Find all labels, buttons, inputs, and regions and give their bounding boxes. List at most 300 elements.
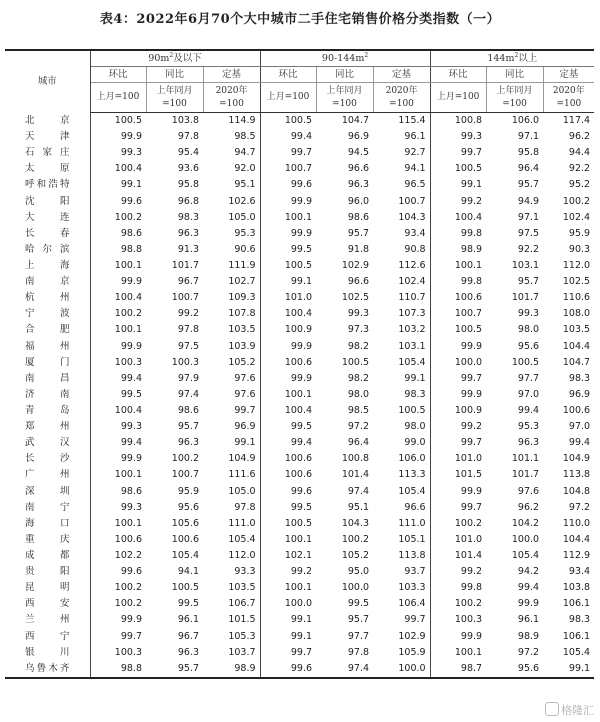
value-cell: 99.7 <box>373 612 430 628</box>
value-cell: 103.7 <box>203 645 260 661</box>
value-cell: 103.3 <box>373 580 430 596</box>
value-cell: 100.4 <box>284 308 313 320</box>
value-cell: 99.1 <box>290 630 313 642</box>
value-cell: 95.3 <box>203 226 260 242</box>
value-cell: 96.9 <box>347 131 370 143</box>
value-cell: 98.2 <box>347 372 370 384</box>
table-row <box>5 210 594 226</box>
table-row <box>5 387 594 403</box>
value-cell: 101.5 <box>454 469 483 481</box>
value-cell: 100.4 <box>284 405 313 417</box>
value-cell: 96.8 <box>177 195 199 207</box>
value-cell: 100.5 <box>284 115 313 127</box>
value-cell: 95.1 <box>203 177 260 193</box>
value-cell: 99.5 <box>290 501 313 513</box>
value-cell: 100.2 <box>171 453 199 465</box>
value-cell: 100.7 <box>171 469 199 481</box>
sub-header-mom: 环比 <box>430 67 486 83</box>
value-cell: 100.2 <box>341 533 370 545</box>
city-cell: 南宁 <box>5 500 90 516</box>
value-cell: 112.6 <box>373 258 430 274</box>
value-cell: 99.6 <box>290 179 313 191</box>
table-row <box>5 596 594 612</box>
value-cell: 99.4 <box>120 372 142 384</box>
city-cell: 贵阳 <box>5 564 90 580</box>
value-cell: 95.4 <box>177 147 199 159</box>
table-row <box>5 516 594 532</box>
value-cell: 105.4 <box>373 355 430 371</box>
value-cell: 90.6 <box>203 242 260 258</box>
table-row <box>5 129 594 145</box>
value-cell: 103.1 <box>373 339 430 355</box>
value-cell: 99.1 <box>203 435 260 451</box>
city-cell: 长春 <box>5 226 90 242</box>
value-cell: 97.8 <box>347 646 370 658</box>
value-cell: 100.0 <box>511 533 540 545</box>
value-cell: 97.2 <box>568 501 591 513</box>
value-cell: 100.1 <box>454 260 483 272</box>
value-cell: 93.4 <box>568 566 591 578</box>
value-cell: 104.3 <box>341 517 370 529</box>
value-cell: 99.9 <box>120 276 142 288</box>
value-cell: 97.2 <box>347 421 370 433</box>
value-cell: 104.8 <box>562 485 591 497</box>
value-cell: 100.7 <box>373 194 430 210</box>
value-cell: 100.6 <box>284 469 313 481</box>
value-cell: 101.7 <box>171 260 199 272</box>
value-cell: 97.0 <box>568 421 591 433</box>
base-label-2020: 2020年=100 <box>203 83 260 113</box>
city-cell: 杭州 <box>5 290 90 306</box>
value-cell: 94.1 <box>373 161 430 177</box>
value-cell: 100.0 <box>373 661 430 678</box>
value-cell: 90.3 <box>568 243 591 255</box>
value-cell: 96.3 <box>347 179 370 191</box>
value-cell: 108.0 <box>562 308 591 320</box>
value-cell: 100.3 <box>114 646 142 658</box>
value-cell: 100.2 <box>454 517 483 529</box>
value-cell: 96.7 <box>177 276 199 288</box>
value-cell: 95.6 <box>486 661 543 678</box>
value-cell: 102.5 <box>341 292 370 304</box>
value-cell: 100.9 <box>284 324 313 336</box>
value-cell: 105.6 <box>171 517 199 529</box>
value-cell: 96.0 <box>347 195 370 207</box>
value-cell: 100.5 <box>511 356 540 368</box>
base-label-2020: 2020年=100 <box>373 83 430 113</box>
value-cell: 98.6 <box>177 405 199 417</box>
city-column-header: 城市 <box>5 50 90 113</box>
value-cell: 102.1 <box>284 550 313 561</box>
sub-header-mom: 环比 <box>260 67 316 83</box>
value-cell: 105.3 <box>203 629 260 645</box>
value-cell: 99.9 <box>290 340 313 352</box>
group-header-small: $90m^2$及以下 <box>90 50 260 67</box>
value-cell: 99.7 <box>460 372 483 384</box>
base-label-prev-year: 上年同月=100 <box>146 83 203 113</box>
value-cell: 99.7 <box>290 147 313 159</box>
value-cell: 99.6 <box>120 195 142 207</box>
table-row <box>5 580 594 596</box>
value-cell: 97.8 <box>203 500 260 516</box>
value-cell: 99.7 <box>460 147 483 159</box>
value-cell: 100.1 <box>114 260 142 272</box>
table-row <box>5 306 594 322</box>
value-cell: 117.4 <box>562 115 591 127</box>
value-cell: 110.0 <box>562 517 591 529</box>
city-cell: 上海 <box>5 258 90 274</box>
value-cell: 100.6 <box>284 453 313 465</box>
sub-header-base: 定基 <box>203 67 260 83</box>
city-cell: 西安 <box>5 596 90 612</box>
city-cell: 乌鲁木齐 <box>5 661 90 678</box>
city-cell: 厦门 <box>5 355 90 371</box>
city-cell: 济南 <box>5 387 90 403</box>
table-header <box>5 50 594 113</box>
value-cell: 99.1 <box>543 661 594 678</box>
table-row <box>5 339 594 355</box>
value-cell: 99.9 <box>290 372 313 384</box>
value-cell: 99.8 <box>460 227 483 239</box>
value-cell: 111.0 <box>203 516 260 532</box>
value-cell: 99.8 <box>460 582 483 594</box>
value-cell: 99.9 <box>120 340 142 352</box>
city-cell: 合肥 <box>5 322 90 338</box>
value-cell: 100.2 <box>114 598 142 610</box>
value-cell: 103.5 <box>203 322 260 338</box>
value-cell: 113.8 <box>562 469 591 481</box>
value-cell: 99.1 <box>460 179 483 191</box>
value-cell: 97.6 <box>203 371 260 387</box>
base-label-prev-year: 上年同月=100 <box>486 83 543 113</box>
value-cell: 110.6 <box>562 292 591 304</box>
value-cell: 99.8 <box>460 276 483 288</box>
table-row <box>5 645 594 661</box>
value-cell: 112.0 <box>203 548 260 564</box>
table-row <box>5 258 594 274</box>
value-cell: 100.0 <box>341 582 370 594</box>
value-cell: 99.5 <box>290 421 313 433</box>
value-cell: 103.1 <box>511 260 540 272</box>
value-cell: 92.2 <box>517 243 540 255</box>
value-cell: 92.7 <box>373 145 430 161</box>
value-cell: 97.4 <box>316 661 373 678</box>
value-cell: 104.7 <box>562 356 591 368</box>
table-row <box>5 612 594 628</box>
value-cell: 93.4 <box>373 226 430 242</box>
value-cell: 99.4 <box>517 582 540 594</box>
value-cell: 99.3 <box>517 308 540 320</box>
table-row <box>5 290 594 306</box>
city-cell: 沈阳 <box>5 194 90 210</box>
value-cell: 96.7 <box>177 630 199 642</box>
city-cell: 太原 <box>5 161 90 177</box>
value-cell: 100.6 <box>284 356 313 368</box>
value-cell: 106.1 <box>562 598 591 610</box>
value-cell: 100.5 <box>284 260 313 272</box>
table-row <box>5 403 594 419</box>
table-row <box>5 435 594 451</box>
value-cell: 95.6 <box>517 340 540 352</box>
city-cell: 武汉 <box>5 435 90 451</box>
value-cell: 100.1 <box>284 533 313 545</box>
value-cell: 95.7 <box>347 227 370 239</box>
city-cell: 成都 <box>5 548 90 564</box>
value-cell: 100.1 <box>454 646 483 658</box>
city-cell: 石家庄 <box>5 145 90 161</box>
value-cell: 97.8 <box>177 131 199 143</box>
value-cell: 96.1 <box>373 129 430 145</box>
value-cell: 102.2 <box>114 550 142 561</box>
value-cell: 100.0 <box>454 356 483 368</box>
value-cell: 105.4 <box>171 550 199 561</box>
city-cell: 福州 <box>5 339 90 355</box>
city-cell: 昆明 <box>5 580 90 596</box>
value-cell: 97.1 <box>517 211 540 223</box>
sub-header-base: 定基 <box>373 67 430 83</box>
value-cell: 98.3 <box>373 387 430 403</box>
value-cell: 103.2 <box>373 322 430 338</box>
value-cell: 102.9 <box>373 629 430 645</box>
value-cell: 100.8 <box>341 453 370 465</box>
value-cell: 104.2 <box>511 517 540 529</box>
value-cell: 104.4 <box>562 340 591 352</box>
table-body <box>5 113 594 678</box>
price-index-table <box>5 49 594 679</box>
city-cell: 大连 <box>5 210 90 226</box>
value-cell: 97.3 <box>347 324 370 336</box>
value-cell: 98.9 <box>517 630 540 642</box>
value-cell: 101.0 <box>454 533 483 545</box>
table-row <box>5 355 594 371</box>
value-cell: 99.1 <box>290 276 313 288</box>
value-cell: 105.0 <box>203 210 260 226</box>
value-cell: 96.3 <box>517 437 540 449</box>
value-cell: 99.9 <box>120 453 142 465</box>
table-row <box>5 371 594 387</box>
value-cell: 96.5 <box>373 177 430 193</box>
value-cell: 109.3 <box>203 290 260 306</box>
value-cell: 98.2 <box>347 340 370 352</box>
value-cell: 99.4 <box>290 131 313 143</box>
value-cell: 113.8 <box>373 548 430 564</box>
value-cell: 96.3 <box>177 646 199 658</box>
table-row <box>5 177 594 193</box>
value-cell: 101.4 <box>341 469 370 481</box>
sub-header-yoy: 同比 <box>486 67 543 83</box>
value-cell: 95.7 <box>177 421 199 433</box>
value-cell: 98.6 <box>120 485 142 497</box>
value-cell: 111.6 <box>203 467 260 483</box>
value-cell: 103.8 <box>562 582 591 594</box>
value-cell: 97.7 <box>347 630 370 642</box>
value-cell: 98.7 <box>430 661 486 678</box>
group-header-medium: $90-144m^2$ <box>260 50 430 67</box>
sub-header-base: 定基 <box>543 67 594 83</box>
value-cell: 96.6 <box>347 276 370 288</box>
value-cell: 99.3 <box>347 308 370 320</box>
value-cell: 99.9 <box>290 195 313 207</box>
value-cell: 96.3 <box>177 437 199 449</box>
value-cell: 99.3 <box>120 501 142 513</box>
value-cell: 90.8 <box>373 242 430 258</box>
value-cell: 95.2 <box>568 179 591 191</box>
value-cell: 97.5 <box>517 227 540 239</box>
value-cell: 104.7 <box>341 115 370 127</box>
value-cell: 99.2 <box>460 566 483 578</box>
value-cell: 102.4 <box>562 211 591 223</box>
value-cell: 106.1 <box>562 630 591 642</box>
value-cell: 98.5 <box>203 129 260 145</box>
table-row <box>5 113 594 130</box>
value-cell: 105.2 <box>203 355 260 371</box>
value-cell: 111.9 <box>203 258 260 274</box>
value-cell: 98.0 <box>517 324 540 336</box>
value-cell: 100.5 <box>171 582 199 594</box>
value-cell: 99.7 <box>290 646 313 658</box>
value-cell: 103.8 <box>171 115 199 127</box>
value-cell: 97.4 <box>177 388 199 400</box>
value-cell: 95.8 <box>177 179 199 191</box>
table-row <box>5 467 594 483</box>
table-row <box>5 274 594 290</box>
value-cell: 99.9 <box>460 485 483 497</box>
city-cell: 重庆 <box>5 532 90 548</box>
value-cell: 100.4 <box>114 163 142 175</box>
city-cell: 兰州 <box>5 612 90 628</box>
value-cell: 106.0 <box>373 451 430 467</box>
value-cell: 100.5 <box>454 163 483 175</box>
group-header-large: $144m^2$以上 <box>430 50 594 67</box>
value-cell: 100.2 <box>454 598 483 610</box>
value-cell: 100.2 <box>562 195 591 207</box>
value-cell: 107.3 <box>373 306 430 322</box>
value-cell: 101.1 <box>511 453 540 465</box>
value-cell: 95.6 <box>177 501 199 513</box>
value-cell: 95.7 <box>146 661 203 678</box>
value-cell: 97.5 <box>177 340 199 352</box>
city-cell: 海口 <box>5 516 90 532</box>
value-cell: 95.7 <box>517 179 540 191</box>
value-cell: 99.6 <box>120 566 142 578</box>
value-cell: 102.9 <box>341 260 370 272</box>
value-cell: 100.6 <box>171 533 199 545</box>
value-cell: 100.4 <box>454 211 483 223</box>
value-cell: 98.9 <box>460 243 483 255</box>
city-cell: 西宁 <box>5 629 90 645</box>
value-cell: 100.5 <box>284 517 313 529</box>
value-cell: 105.4 <box>562 646 591 658</box>
value-cell: 99.0 <box>373 435 430 451</box>
value-cell: 99.9 <box>460 630 483 642</box>
value-cell: 94.2 <box>517 566 540 578</box>
value-cell: 94.5 <box>347 147 370 159</box>
value-cell: 100.6 <box>114 533 142 545</box>
value-cell: 99.9 <box>460 340 483 352</box>
value-cell: 100.7 <box>284 163 313 175</box>
table-row <box>5 419 594 435</box>
value-cell: 105.4 <box>373 484 430 500</box>
city-cell: 呼和浩特 <box>5 177 90 193</box>
value-cell: 105.1 <box>373 532 430 548</box>
value-cell: 96.3 <box>177 227 199 239</box>
value-cell: 98.3 <box>568 614 591 626</box>
value-cell: 104.3 <box>373 210 430 226</box>
value-cell: 99.3 <box>120 421 142 433</box>
value-cell: 97.8 <box>177 324 199 336</box>
value-cell: 97.9 <box>177 372 199 384</box>
value-cell: 100.4 <box>114 405 142 417</box>
value-cell: 99.5 <box>177 598 199 610</box>
value-cell: 98.6 <box>347 211 370 223</box>
value-cell: 99.3 <box>120 147 142 159</box>
value-cell: 100.6 <box>562 405 591 417</box>
value-cell: 100.2 <box>114 582 142 594</box>
table-title: 表4：2022年6月70个大中城市二手住宅销售价格分类指数（一） <box>99 12 501 27</box>
table-row <box>5 226 594 242</box>
value-cell: 93.7 <box>373 564 430 580</box>
value-cell: 101.0 <box>284 292 313 304</box>
value-cell: 98.6 <box>120 227 142 239</box>
city-cell: 哈尔滨 <box>5 242 90 258</box>
value-cell: 100.5 <box>454 324 483 336</box>
value-cell: 105.4 <box>203 532 260 548</box>
value-cell: 99.1 <box>120 179 142 191</box>
value-cell: 98.3 <box>568 372 591 384</box>
value-cell: 97.7 <box>517 372 540 384</box>
value-cell: 96.4 <box>517 163 540 175</box>
value-cell: 104.9 <box>203 451 260 467</box>
value-cell: 95.7 <box>517 276 540 288</box>
value-cell: 100.4 <box>114 292 142 304</box>
value-cell: 103.5 <box>203 580 260 596</box>
value-cell: 99.4 <box>290 437 313 449</box>
value-cell: 96.6 <box>347 163 370 175</box>
value-cell: 99.7 <box>460 437 483 449</box>
table-row <box>5 564 594 580</box>
value-cell: 92.2 <box>568 163 591 175</box>
value-cell: 100.5 <box>373 403 430 419</box>
value-cell: 112.0 <box>562 260 591 272</box>
value-cell: 96.2 <box>517 501 540 513</box>
table-row <box>5 194 594 210</box>
value-cell: 115.4 <box>373 113 430 130</box>
value-cell: 102.5 <box>562 276 591 288</box>
city-cell: 郑州 <box>5 419 90 435</box>
value-cell: 100.8 <box>454 115 483 127</box>
city-cell: 长沙 <box>5 451 90 467</box>
value-cell: 94.1 <box>177 566 199 578</box>
value-cell: 99.4 <box>568 437 591 449</box>
city-cell: 青岛 <box>5 403 90 419</box>
table-row <box>5 145 594 161</box>
value-cell: 100.1 <box>284 582 313 594</box>
value-cell: 98.0 <box>347 388 370 400</box>
value-cell: 111.0 <box>373 516 430 532</box>
table-row <box>5 451 594 467</box>
value-cell: 100.1 <box>114 324 142 336</box>
value-cell: 102.7 <box>203 274 260 290</box>
value-cell: 94.7 <box>203 145 260 161</box>
value-cell: 99.4 <box>120 437 142 449</box>
table-row <box>5 548 594 564</box>
city-cell: 北京 <box>5 113 90 130</box>
value-cell: 99.1 <box>373 371 430 387</box>
value-cell: 100.1 <box>114 469 142 481</box>
value-cell: 96.1 <box>517 614 540 626</box>
value-cell: 106.4 <box>373 596 430 612</box>
value-cell: 112.9 <box>562 550 591 561</box>
